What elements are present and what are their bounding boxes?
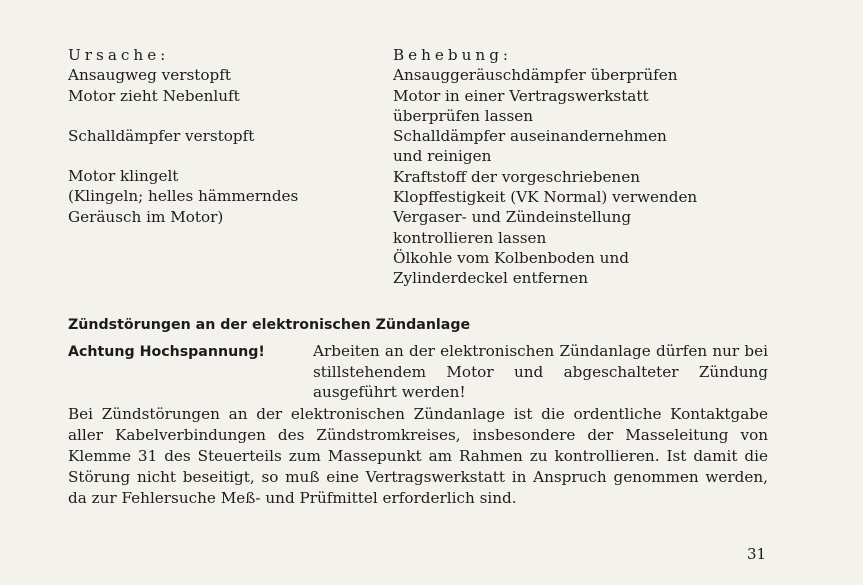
cause-line: Schalldämpfer verstopft bbox=[68, 126, 255, 145]
warning-text: Arbeiten an der elektronischen Zündanlage dürfen nur bei stillstehendem Motor und abgeschalteter Zündung ausgeführt werden! bbox=[313, 342, 768, 401]
remedy-heading: Behebung: bbox=[393, 46, 513, 64]
cause-heading: Ursache: bbox=[68, 46, 170, 64]
cause-line: Geräusch im Motor) bbox=[68, 207, 224, 226]
remedy-line: Kraftstoff der vorgeschriebenen bbox=[393, 167, 640, 186]
remedy-line: Ansauggeräuschdämpfer überprüfen bbox=[393, 66, 678, 85]
remedy-line: Klopffestigkeit (VK Normal) verwenden bbox=[393, 188, 698, 207]
cause-line: Motor klingelt bbox=[68, 167, 179, 186]
cause-column bbox=[68, 45, 368, 227]
cause-group bbox=[68, 65, 368, 106]
remedy-line: Zylinderdeckel entfernen bbox=[393, 269, 588, 288]
cause-line: Ansaugweg verstopft bbox=[68, 66, 231, 85]
section-title: Zündstörungen an der elektronischen Zündanlage bbox=[68, 317, 471, 333]
remedy-line: überprüfen lassen bbox=[393, 106, 534, 125]
warning-label: Achtung Hochspannung! bbox=[68, 344, 265, 360]
cause-group bbox=[68, 126, 368, 146]
remedy-line: kontrollieren lassen bbox=[393, 228, 547, 247]
remedy-column bbox=[393, 45, 773, 289]
cause-group bbox=[68, 166, 368, 227]
remedy-line: Schalldämpfer auseinandernehmen bbox=[393, 127, 667, 146]
remedy-line: Ölkohle vom Kolbenboden und bbox=[393, 248, 629, 267]
cause-line: Motor zieht Nebenluft bbox=[68, 86, 240, 105]
cause-line: (Klingeln; helles hämmerndes bbox=[68, 187, 299, 206]
body-paragraph: Bei Zündstörungen an der elektronischen Zündanlage ist die ordentliche Kontaktgabe aller Kabelverbindungen des Zündstromkreises, insbesondere der Masseleitung von Klemme 31 des Steuerteils zum Massepunkt am Rahmen zu kontrollieren. Ist damit die Störung nicht beseitigt, so muß eine Vertragswerkstatt in Anspruch genommen werden, da zur Fehlersuche Meß- und Prüfmittel erforderlich sind. bbox=[68, 405, 768, 507]
page-number: 31 bbox=[747, 545, 767, 563]
remedy-line: Vergaser- und Zündeinstellung bbox=[393, 208, 632, 227]
remedy-line: Motor in einer Vertragswerkstatt bbox=[393, 86, 649, 105]
remedy-line: und reinigen bbox=[393, 147, 492, 166]
